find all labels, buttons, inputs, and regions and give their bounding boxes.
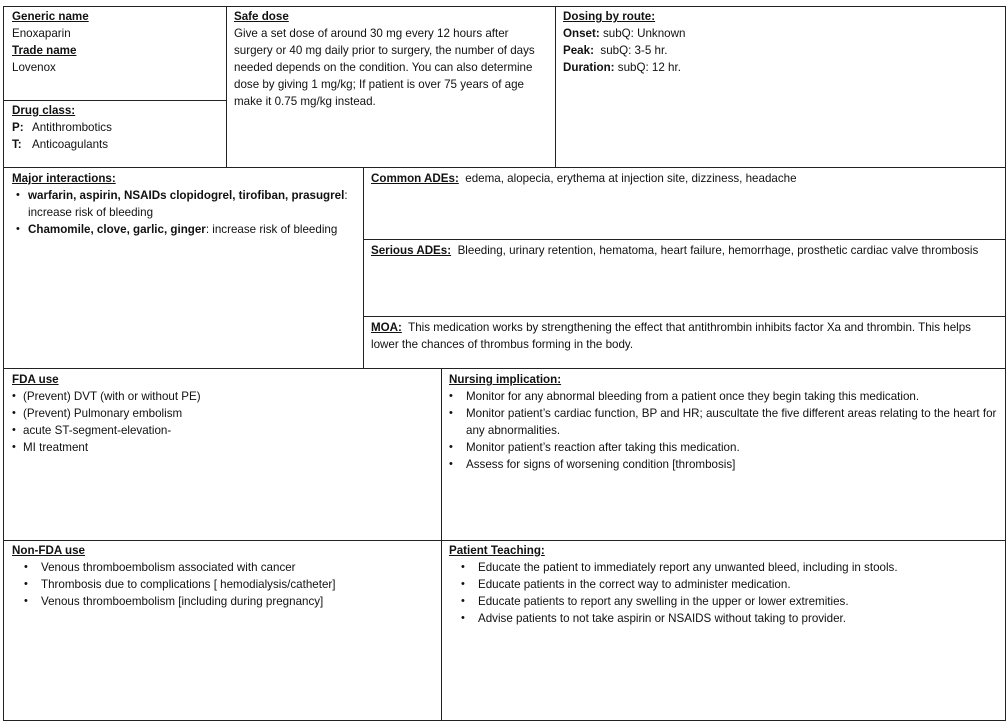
generic-name-label: Generic name bbox=[12, 10, 89, 23]
list-item: • acute ST-segment-elevation- bbox=[12, 422, 432, 439]
drug-class-p-label: P: bbox=[12, 121, 24, 134]
list-item: • Advise patients to not take aspirin or NSAIDS without taking to provider. bbox=[449, 610, 997, 627]
list-item: • (Prevent) Pulmonary embolism bbox=[12, 405, 432, 422]
serious-ades-cell bbox=[371, 242, 996, 259]
major-interactions-label: Major interactions: bbox=[12, 172, 116, 185]
peak-row bbox=[563, 42, 993, 59]
table-border-top bbox=[3, 6, 1006, 7]
list-item: • Monitor for any abnormal bleeding from a patient once they begin taking this medication. bbox=[449, 388, 997, 405]
list-item: • Venous thromboembolism [including during pregnancy] bbox=[12, 593, 432, 610]
drug-class-p-value: Antithrombotics bbox=[32, 121, 112, 134]
serious-ades-label: Serious ADEs: bbox=[371, 244, 452, 257]
divider-interactions bbox=[363, 167, 364, 369]
drug-class-t-value: Anticoagulants bbox=[32, 138, 109, 151]
peak-label: Peak: bbox=[563, 44, 594, 57]
divider-row1 bbox=[3, 167, 1006, 168]
list-item: • Assess for signs of worsening condition [thrombosis] bbox=[449, 456, 997, 473]
dosing-route-cell bbox=[563, 8, 993, 76]
divider-common-serious bbox=[363, 239, 1006, 240]
drug-class-label: Drug class: bbox=[12, 104, 76, 117]
list-item: • Monitor patient’s reaction after taking this medication. bbox=[449, 439, 997, 456]
interaction-effect: : increase risk of bleeding bbox=[28, 189, 348, 219]
common-ades-cell bbox=[371, 170, 996, 187]
serious-ades-text: Bleeding, urinary retention, hematoma, heart failure, hemorrhage, prosthetic cardiac valve thrombosis bbox=[457, 244, 979, 257]
safe-dose-text: Give a set dose of around 30 mg every 12 hours after surgery or 40 mg daily prior to surgery, the number of days needed depends on the condition. You can also determine dose by giving 1 mg/kg; If patient is over 75 years of age make it 0.75 mg/kg instead. bbox=[234, 27, 535, 108]
fda-use-list bbox=[12, 388, 432, 456]
divider-lower-center bbox=[441, 368, 442, 721]
interaction-drugs: warfarin, aspirin, NSAIDs clopidogrel, tirofiban, prasugrel bbox=[28, 189, 345, 202]
non-fda-use-label: Non-FDA use bbox=[12, 544, 85, 557]
moa-label: MOA: bbox=[371, 321, 402, 334]
trade-name-value: Lovenox bbox=[12, 61, 56, 74]
non-fda-use-list bbox=[12, 559, 432, 610]
divider-serious-moa bbox=[363, 316, 1006, 317]
onset-value: subQ: Unknown bbox=[602, 27, 686, 40]
list-item: • Monitor patient’s cardiac function, BP and HR; auscultate the five different areas relating to the heart for any abnormalities. bbox=[449, 405, 997, 439]
drug-class-t-row bbox=[12, 136, 222, 153]
nursing-implication-list bbox=[449, 388, 997, 473]
peak-value: subQ: 3-5 hr. bbox=[600, 44, 668, 57]
list-item bbox=[12, 221, 357, 238]
duration-row bbox=[563, 59, 993, 76]
dosing-route-label: Dosing by route: bbox=[563, 10, 656, 23]
patient-teaching-cell bbox=[449, 542, 997, 627]
drug-class-cell bbox=[12, 102, 222, 153]
divider-identity-class bbox=[3, 100, 227, 101]
fda-use-label: FDA use bbox=[12, 373, 59, 386]
table-border-bottom bbox=[3, 720, 1006, 721]
nursing-implication-label: Nursing implication: bbox=[449, 373, 562, 386]
trade-name-label: Trade name bbox=[12, 44, 77, 57]
divider-row2 bbox=[3, 368, 1006, 369]
safe-dose-label: Safe dose bbox=[234, 10, 289, 23]
safe-dose-cell bbox=[234, 8, 536, 110]
interaction-effect: : increase risk of bleeding bbox=[205, 223, 338, 236]
generic-name-value: Enoxaparin bbox=[12, 27, 71, 40]
drug-class-p-row bbox=[12, 119, 222, 136]
list-item: • Educate the patient to immediately report any unwanted bleed, including in stools. bbox=[449, 559, 997, 576]
nursing-implication-cell bbox=[449, 371, 997, 473]
moa-text: This medication works by strengthening the effect that antithrombin inhibits factor Xa and thrombin. This helps lower the chances of thrombus forming in the body. bbox=[371, 321, 971, 351]
table-border-right bbox=[1005, 6, 1006, 721]
list-item: • MI treatment bbox=[12, 439, 432, 456]
duration-value: subQ: 12 hr. bbox=[617, 61, 681, 74]
table-border-left bbox=[3, 6, 4, 721]
non-fda-use-cell bbox=[12, 542, 432, 610]
onset-row bbox=[563, 25, 993, 42]
divider-row3 bbox=[3, 540, 1006, 541]
identity-cell bbox=[12, 8, 222, 76]
common-ades-text: edema, alopecia, erythema at injection site, dizziness, headache bbox=[465, 172, 797, 185]
list-item: • Venous thromboembolism associated with cancer bbox=[12, 559, 432, 576]
onset-label: Onset: bbox=[563, 27, 600, 40]
divider-identity-dose bbox=[226, 6, 227, 168]
list-item: • Educate patients to report any swelling in the upper or lower extremities. bbox=[449, 593, 997, 610]
common-ades-label: Common ADEs: bbox=[371, 172, 459, 185]
list-item: • Thrombosis due to complications [ hemodialysis/catheter] bbox=[12, 576, 432, 593]
drug-class-t-label: T: bbox=[12, 138, 22, 151]
major-interactions-cell bbox=[12, 170, 357, 238]
patient-teaching-label: Patient Teaching: bbox=[449, 544, 545, 557]
interaction-drugs: Chamomile, clove, garlic, ginger bbox=[28, 223, 206, 236]
patient-teaching-list bbox=[449, 559, 997, 627]
moa-cell bbox=[371, 319, 996, 353]
major-interactions-list bbox=[12, 187, 357, 238]
list-item: • Educate patients in the correct way to administer medication. bbox=[449, 576, 997, 593]
fda-use-cell bbox=[12, 371, 432, 456]
list-item bbox=[12, 187, 357, 221]
duration-label: Duration: bbox=[563, 61, 615, 74]
list-item: • (Prevent) DVT (with or without PE) bbox=[12, 388, 432, 405]
divider-dose-route bbox=[555, 6, 556, 168]
